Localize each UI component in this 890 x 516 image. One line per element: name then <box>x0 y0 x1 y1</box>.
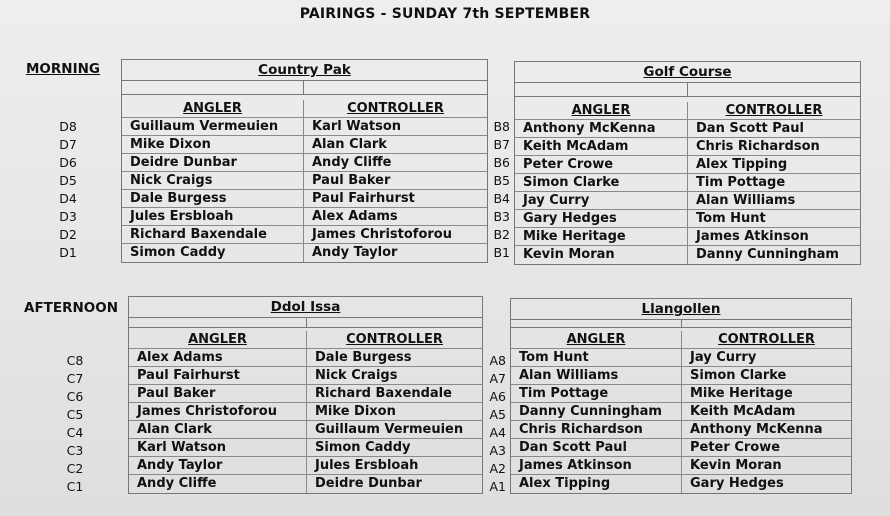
table-row <box>129 457 482 475</box>
table-row <box>515 192 860 210</box>
angler-cell: Keith McAdam <box>515 138 688 155</box>
peg-label: D8 <box>59 119 77 134</box>
controller-cell: Gary Hedges <box>690 476 784 491</box>
controller-cell: Guillaum Vermeuien <box>315 422 464 437</box>
controller-cell: Jay Curry <box>690 350 757 365</box>
table-row <box>515 138 860 156</box>
peg-label: B8 <box>493 119 510 134</box>
venue-llangollen <box>510 298 852 494</box>
table-row <box>122 208 487 226</box>
angler-header: ANGLER <box>122 100 304 117</box>
pairings-grid <box>511 331 851 493</box>
venue-golf-course <box>514 61 861 265</box>
angler-cell: Jay Curry <box>515 192 688 209</box>
controller-cell: Simon Clarke <box>690 368 787 383</box>
table-row <box>511 403 851 421</box>
angler-cell: Mike Dixon <box>122 136 304 153</box>
peg-label: B6 <box>493 155 510 170</box>
peg-label: C2 <box>66 461 84 476</box>
angler-cell: Mike Heritage <box>515 228 688 245</box>
controller-header: CONTROLLER <box>346 332 443 347</box>
controller-cell: Andy Cliffe <box>312 155 392 170</box>
controller-cell: Andy Taylor <box>312 245 398 260</box>
peg-label: B4 <box>493 191 510 206</box>
morning-right-pegs <box>488 118 510 262</box>
controller-cell: Chris Richardson <box>696 139 820 154</box>
controller-cell: Dale Burgess <box>315 350 412 365</box>
table-row <box>122 226 487 244</box>
venue-name: Country Pak <box>122 60 487 81</box>
table-row <box>129 421 482 439</box>
peg-label: C4 <box>66 425 84 440</box>
peg-label: D4 <box>59 191 77 206</box>
table-row <box>122 190 487 208</box>
controller-cell: Paul Baker <box>312 173 391 188</box>
angler-cell: Richard Baxendale <box>122 226 304 243</box>
controller-cell: Alex Adams <box>312 209 398 224</box>
angler-cell: Tom Hunt <box>511 349 682 366</box>
controller-cell: Mike Dixon <box>315 404 396 419</box>
peg-label: A8 <box>489 353 506 368</box>
pairings-grid <box>129 331 482 493</box>
peg-label: C1 <box>66 479 84 494</box>
table-row <box>511 367 851 385</box>
table-row <box>511 475 851 493</box>
table-row <box>122 136 487 154</box>
table-row <box>122 172 487 190</box>
angler-cell: Nick Craigs <box>122 172 304 189</box>
controller-cell: Nick Craigs <box>315 368 398 383</box>
venue-country-pak <box>121 59 488 263</box>
angler-cell: Deidre Dunbar <box>122 154 304 171</box>
angler-cell: Karl Watson <box>129 439 307 456</box>
angler-cell: Dale Burgess <box>122 190 304 207</box>
peg-label: D3 <box>59 209 77 224</box>
peg-label: D6 <box>59 155 77 170</box>
table-row <box>129 349 482 367</box>
controller-cell: Danny Cunningham <box>696 247 839 262</box>
angler-header: ANGLER <box>515 102 688 119</box>
table-row <box>511 439 851 457</box>
peg-label: C5 <box>66 407 84 422</box>
controller-cell: Richard Baxendale <box>315 386 452 401</box>
header-row <box>122 100 487 118</box>
controller-header: CONTROLLER <box>725 103 823 118</box>
peg-label: A2 <box>489 461 506 476</box>
controller-cell: Karl Watson <box>312 119 402 134</box>
controller-cell: Alan Williams <box>696 193 796 208</box>
venue-name: Llangollen <box>511 299 851 320</box>
peg-label: B5 <box>493 173 510 188</box>
peg-label: C6 <box>66 389 84 404</box>
spacer-row <box>122 80 487 95</box>
table-row <box>129 439 482 457</box>
pairings-grid <box>515 102 860 264</box>
table-row <box>511 421 851 439</box>
angler-cell: Paul Baker <box>129 385 307 402</box>
peg-label: C7 <box>66 371 84 386</box>
afternoon-right-pegs <box>484 352 506 496</box>
column-divider <box>306 317 307 327</box>
angler-cell: Danny Cunningham <box>511 403 682 420</box>
angler-cell: Paul Fairhurst <box>129 367 307 384</box>
controller-cell: Anthony McKenna <box>690 422 823 437</box>
table-row <box>129 367 482 385</box>
table-row <box>129 385 482 403</box>
column-divider <box>687 82 688 96</box>
angler-cell: Alan Williams <box>511 367 682 384</box>
table-row <box>122 118 487 136</box>
table-row <box>515 246 860 264</box>
peg-label: A6 <box>489 389 506 404</box>
controller-cell: Dan Scott Paul <box>696 121 804 136</box>
table-row <box>511 457 851 475</box>
angler-cell: James Atkinson <box>511 457 682 474</box>
table-row <box>129 475 482 493</box>
angler-cell: Simon Clarke <box>515 174 688 191</box>
angler-cell: Andy Taylor <box>129 457 307 474</box>
angler-cell: Kevin Moran <box>515 246 688 264</box>
angler-cell: Alex Adams <box>129 349 307 366</box>
column-divider <box>681 319 682 327</box>
peg-label: A1 <box>489 479 506 494</box>
venue-name: Ddol Issa <box>129 297 482 318</box>
angler-cell: Alan Clark <box>129 421 307 438</box>
angler-cell: Anthony McKenna <box>515 120 688 137</box>
controller-cell: Paul Fairhurst <box>312 191 415 206</box>
peg-label: A7 <box>489 371 506 386</box>
controller-cell: Kevin Moran <box>690 458 782 473</box>
column-divider <box>303 80 304 94</box>
controller-cell: James Christoforou <box>312 227 452 242</box>
header-row <box>515 102 860 120</box>
peg-label: A3 <box>489 443 506 458</box>
pairings-grid <box>122 100 487 262</box>
table-row <box>515 210 860 228</box>
angler-cell: Peter Crowe <box>515 156 688 173</box>
header-row <box>129 331 482 349</box>
controller-cell: Mike Heritage <box>690 386 793 401</box>
peg-label: C8 <box>66 353 84 368</box>
peg-label: B7 <box>493 137 510 152</box>
controller-cell: Tom Hunt <box>696 211 766 226</box>
table-row <box>515 120 860 138</box>
table-row <box>515 174 860 192</box>
angler-cell: Tim Pottage <box>511 385 682 402</box>
controller-cell: Jules Ersbloah <box>315 458 419 473</box>
controller-cell: James Atkinson <box>696 229 809 244</box>
table-row <box>129 403 482 421</box>
peg-label: B3 <box>493 209 510 224</box>
afternoon-left-pegs <box>55 352 95 496</box>
angler-cell: James Christoforou <box>129 403 307 420</box>
table-row <box>515 228 860 246</box>
table-row <box>122 244 487 262</box>
morning-left-pegs <box>48 118 88 262</box>
header-row <box>511 331 851 349</box>
table-row <box>515 156 860 174</box>
controller-cell: Tim Pottage <box>696 175 786 190</box>
controller-cell: Alan Clark <box>312 137 387 152</box>
angler-cell: Chris Richardson <box>511 421 682 438</box>
peg-label: A5 <box>489 407 506 422</box>
controller-cell: Peter Crowe <box>690 440 781 455</box>
angler-cell: Gary Hedges <box>515 210 688 227</box>
angler-header: ANGLER <box>511 331 682 348</box>
peg-label: D2 <box>59 227 77 242</box>
table-row <box>122 154 487 172</box>
table-row <box>511 385 851 403</box>
peg-label: D5 <box>59 173 77 188</box>
peg-label: D1 <box>59 245 77 260</box>
angler-cell: Simon Caddy <box>122 244 304 262</box>
controller-cell: Deidre Dunbar <box>315 476 422 491</box>
angler-header: ANGLER <box>129 331 307 348</box>
controller-cell: Alex Tipping <box>696 157 788 172</box>
angler-cell: Dan Scott Paul <box>511 439 682 456</box>
peg-label: B1 <box>493 245 510 260</box>
controller-cell: Simon Caddy <box>315 440 411 455</box>
peg-label: D7 <box>59 137 77 152</box>
afternoon-label: AFTERNOON <box>24 300 119 316</box>
controller-header: CONTROLLER <box>347 101 444 116</box>
angler-cell: Andy Cliffe <box>129 475 307 493</box>
angler-cell: Guillaum Vermeuien <box>122 118 304 135</box>
peg-label: A4 <box>489 425 506 440</box>
angler-cell: Jules Ersbloah <box>122 208 304 225</box>
page-title: PAIRINGS - SUNDAY 7th SEPTEMBER <box>299 6 591 22</box>
venue-ddol-issa <box>128 296 483 494</box>
table-row <box>511 349 851 367</box>
peg-label: B2 <box>493 227 510 242</box>
peg-label: C3 <box>66 443 84 458</box>
controller-header: CONTROLLER <box>718 332 815 347</box>
angler-cell: Alex Tipping <box>511 475 682 493</box>
morning-label: MORNING <box>26 61 101 77</box>
controller-cell: Keith McAdam <box>690 404 796 419</box>
venue-name: Golf Course <box>515 62 860 83</box>
